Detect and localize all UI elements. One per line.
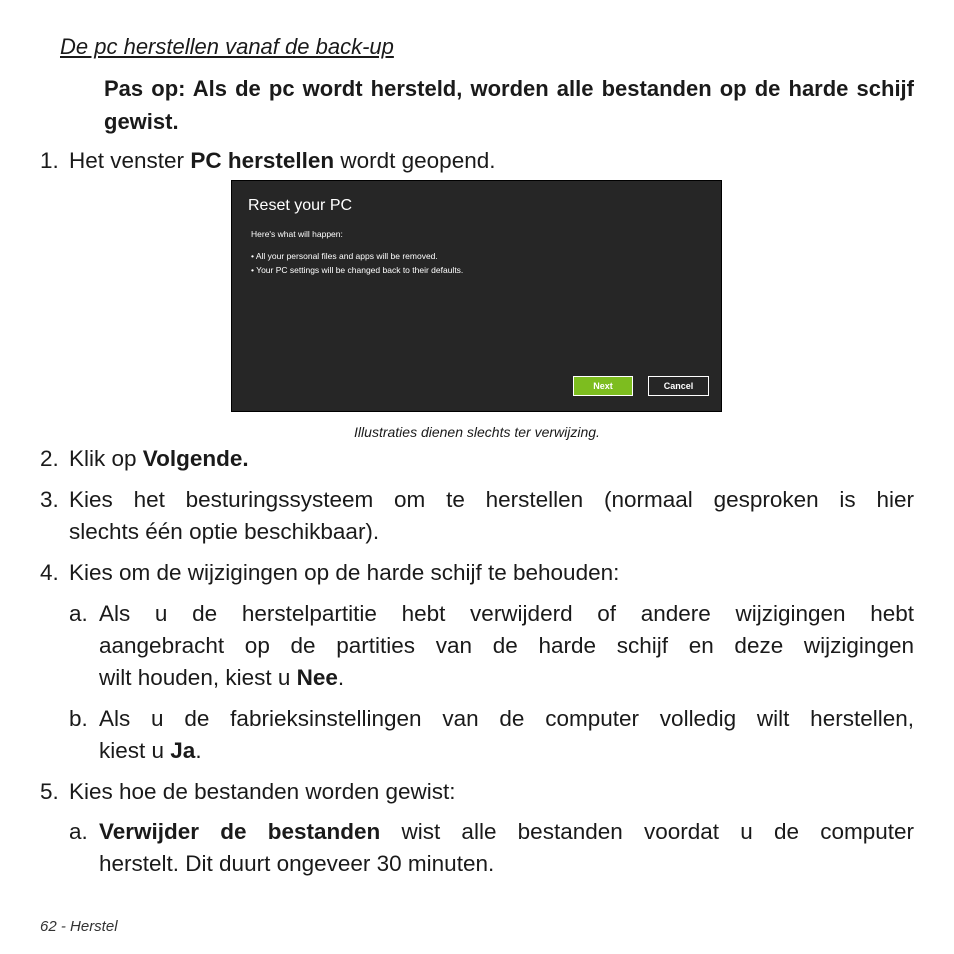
step-4b-bold: Ja bbox=[170, 738, 196, 763]
step-4a-line-1: Als u de herstelpartitie hebt verwijderd of andere wijzigingen hebt bbox=[99, 601, 914, 626]
step-4b-pre: kiest u bbox=[99, 738, 171, 763]
step-2-number: 2. bbox=[40, 446, 59, 471]
section-heading: De pc herstellen vanaf de back-up bbox=[60, 34, 394, 59]
step-4a-pre: wilt houden, kiest u bbox=[99, 665, 297, 690]
reset-title: Reset your PC bbox=[248, 197, 353, 214]
step-5a-post: wist alle bestanden voordat u de computer bbox=[380, 819, 914, 844]
step-4a-post: . bbox=[337, 665, 345, 690]
step-2-bold: Volgende. bbox=[142, 446, 249, 471]
reset-pc-screenshot bbox=[231, 180, 722, 412]
step-3-line-2: slechts één optie beschikbaar). bbox=[69, 519, 380, 544]
step-5a-line-2: herstelt. Dit duurt ongeveer 30 minuten. bbox=[99, 851, 495, 876]
step-5a-line-1 bbox=[99, 816, 914, 848]
step-2-pre: Klik op bbox=[69, 446, 143, 471]
figure-caption: Illustraties dienen slechts ter verwijzing. bbox=[354, 424, 600, 440]
step-4b-letter: b. bbox=[69, 706, 88, 731]
step-4b-line-2 bbox=[99, 735, 202, 767]
step-3-line-1: Kies het besturingssysteem om te herstellen (normaal gesproken is hier bbox=[69, 487, 914, 512]
step-4-text: Kies om de wijzigingen op de harde schijf te behouden: bbox=[69, 560, 620, 585]
next-button[interactable]: Next bbox=[573, 376, 633, 396]
step-1-number: 1. bbox=[40, 148, 59, 173]
cancel-button[interactable]: Cancel bbox=[648, 376, 709, 396]
reset-subtitle: Here's what will happen: bbox=[251, 229, 343, 239]
step-1-text bbox=[69, 145, 496, 177]
step-1-post: wordt geopend. bbox=[334, 148, 496, 173]
warning-text: Pas op: Als de pc wordt hersteld, worden alle bestanden op de harde schijf gewist. bbox=[104, 76, 914, 134]
step-4-number: 4. bbox=[40, 560, 59, 585]
step-5-text: Kies hoe de bestanden worden gewist: bbox=[69, 779, 456, 804]
page-footer: 62 - Herstel bbox=[40, 918, 118, 935]
step-1-pre: Het venster bbox=[69, 148, 191, 173]
reset-bullet-1: • All your personal files and apps will be removed. bbox=[251, 251, 438, 261]
step-4a-letter: a. bbox=[69, 601, 88, 626]
step-4b-line-1: Als u de fabrieksinstellingen van de computer volledig wilt herstellen, bbox=[99, 706, 914, 731]
reset-bullet-2: • Your PC settings will be changed back to their defaults. bbox=[251, 265, 464, 275]
step-5a-bold: Verwijder de bestanden bbox=[99, 819, 381, 844]
step-4a-line-3 bbox=[99, 662, 344, 694]
step-2-text bbox=[69, 443, 249, 475]
step-4a-bold: Nee bbox=[296, 665, 338, 690]
step-4a-line-2: aangebracht op de partities van de harde schijf en deze wijzigingen bbox=[99, 633, 914, 658]
step-4b-post: . bbox=[195, 738, 202, 763]
step-5a-letter: a. bbox=[69, 819, 88, 844]
step-3-number: 3. bbox=[40, 487, 59, 512]
step-1-bold: PC herstellen bbox=[190, 148, 335, 173]
step-5-number: 5. bbox=[40, 779, 59, 804]
